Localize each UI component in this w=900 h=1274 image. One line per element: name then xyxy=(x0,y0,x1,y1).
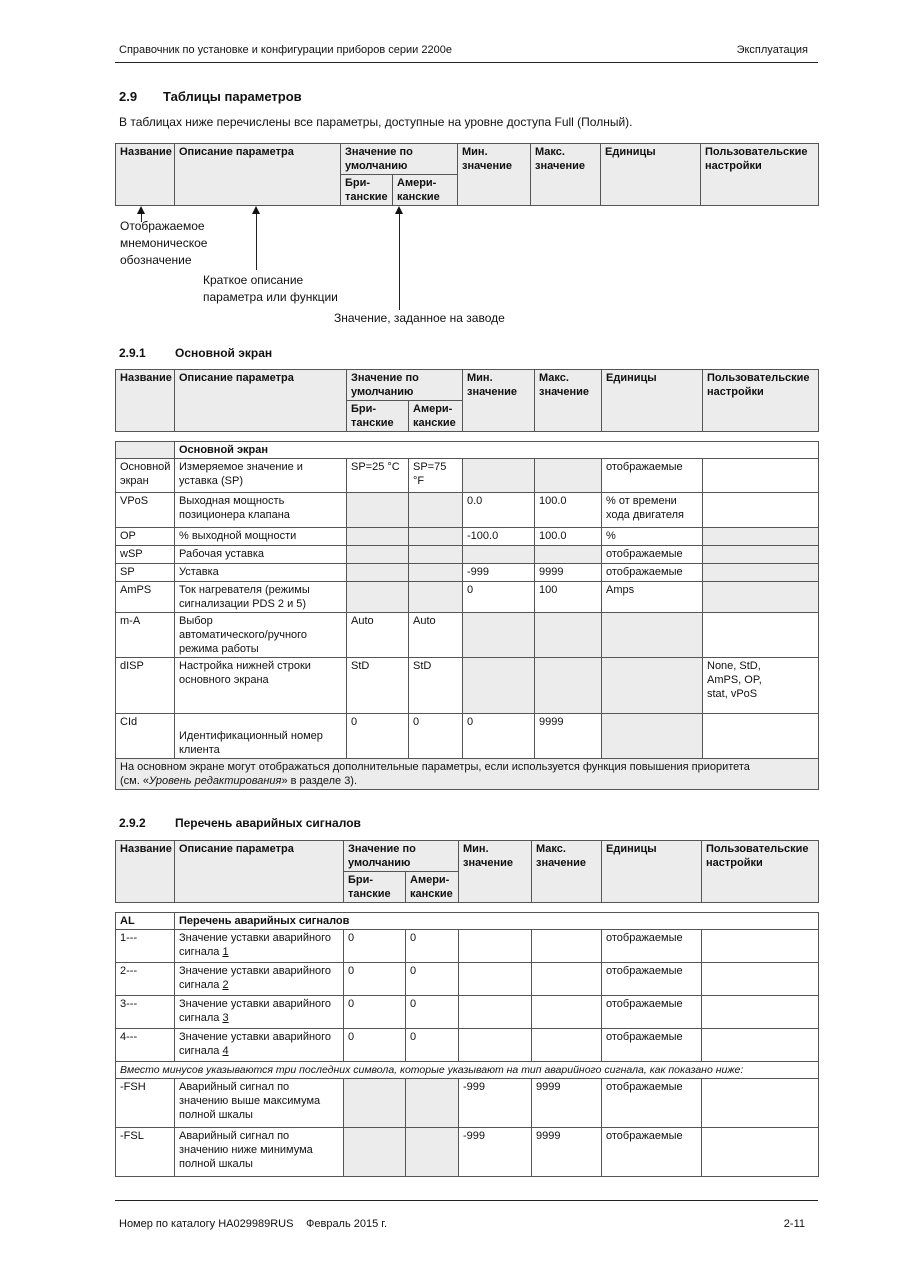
min-value: -100.0 xyxy=(463,528,535,546)
param-description: Значение уставки аварийного сигнала 4 xyxy=(175,1029,344,1062)
default-british xyxy=(344,1128,406,1177)
min-value xyxy=(459,930,532,963)
col-max: Макс. значение xyxy=(531,144,601,206)
units: отображаемые xyxy=(602,930,702,963)
user-setting xyxy=(703,546,819,564)
param-name: 1--- xyxy=(116,930,175,963)
col-max: Макс. значение xyxy=(535,370,602,432)
max-value: 100.0 xyxy=(535,493,602,528)
default-american xyxy=(409,564,463,582)
col-name: Название xyxy=(116,370,175,432)
param-description: % выходной мощности xyxy=(175,528,347,546)
default-british: 0 xyxy=(344,930,406,963)
param-name: -FSH xyxy=(116,1079,175,1128)
legend-table xyxy=(115,143,819,206)
col-default: Значение по умолчанию xyxy=(341,144,458,175)
param-name: Основной экран xyxy=(116,459,175,493)
param-description: Значение уставки аварийного сигнала 2 xyxy=(175,963,344,996)
col-description: Описание параметра xyxy=(175,370,347,432)
default-british xyxy=(347,528,409,546)
col-units: Единицы xyxy=(601,144,701,206)
footer-catalog: Номер по каталогу HA029989RUS xyxy=(119,1218,294,1230)
default-british: 0 xyxy=(344,996,406,1029)
default-american: 0 xyxy=(409,714,463,759)
default-american xyxy=(409,582,463,613)
max-value xyxy=(535,546,602,564)
group-title: Перечень аварийных сигналов xyxy=(175,913,819,930)
param-description: Значение уставки аварийного сигнала 1 xyxy=(175,930,344,963)
max-value: 9999 xyxy=(532,1128,602,1177)
default-british: SP=25 °C xyxy=(347,459,409,493)
col-min: Мин. значение xyxy=(458,144,531,206)
subsection-title: Перечень аварийных сигналов xyxy=(175,816,361,830)
header-rule xyxy=(115,62,818,63)
footer-date: Февраль 2015 г. xyxy=(306,1218,388,1230)
param-name: -FSL xyxy=(116,1128,175,1177)
default-american: StD xyxy=(409,658,463,714)
param-description: Рабочая уставка xyxy=(175,546,347,564)
group-title: Основной экран xyxy=(175,442,819,459)
default-british xyxy=(347,493,409,528)
table-row xyxy=(116,459,819,493)
table-row xyxy=(116,582,819,613)
user-setting xyxy=(703,564,819,582)
annotation-short-description: Краткое описание параметра или функции xyxy=(203,273,338,304)
user-setting xyxy=(702,963,819,996)
param-name: 3--- xyxy=(116,996,175,1029)
section-number: 2.9 xyxy=(119,89,138,104)
param-description: Ток нагревателя (режимы сигнализации PDS 2 и 5) xyxy=(175,582,347,613)
param-name: AmPS xyxy=(116,582,175,613)
param-name: CId xyxy=(116,714,175,759)
min-value: 0 xyxy=(463,582,535,613)
user-setting xyxy=(703,714,819,759)
min-value: -999 xyxy=(459,1079,532,1128)
default-british xyxy=(344,1079,406,1128)
table-row xyxy=(116,613,819,658)
table-note: На основном экране могут отображаться дополнительные параметры, если используется функция повышения приоритета (см. «Уровень редактирования» в разделе 3). xyxy=(116,759,819,790)
table-row xyxy=(116,996,819,1029)
units: % xyxy=(602,528,703,546)
table-row xyxy=(116,1029,819,1062)
intro-text: В таблицах ниже перечислены все параметры, доступные на уровне доступа Full (Полный). xyxy=(119,115,633,129)
default-american: SP=75 °F xyxy=(409,459,463,493)
default-american xyxy=(406,1079,459,1128)
units: отображаемые xyxy=(602,1128,702,1177)
units: Amps xyxy=(602,582,703,613)
max-value xyxy=(532,930,602,963)
col-description: Описание параметра xyxy=(175,841,344,903)
page-number: 2-11 xyxy=(783,1218,805,1230)
param-description: Аварийный сигнал по значению ниже минимума полной шкалы xyxy=(175,1128,344,1177)
col-american: Амери- канские xyxy=(409,401,463,432)
param-name: SP xyxy=(116,564,175,582)
col-name: Название xyxy=(116,144,175,206)
running-header-title: Справочник по установке и конфигурации приборов серии 2200е xyxy=(119,44,452,56)
units: % от времени хода двигателя xyxy=(602,493,703,528)
units: отображаемые xyxy=(602,1029,702,1062)
table-row xyxy=(116,963,819,996)
subsection-title: Основной экран xyxy=(175,346,273,360)
user-setting xyxy=(702,996,819,1029)
min-value: 0 xyxy=(463,714,535,759)
units xyxy=(602,613,703,658)
max-value xyxy=(532,1029,602,1062)
default-british xyxy=(347,546,409,564)
param-description: Выбор автоматического/ручного режима работы xyxy=(175,613,347,658)
table-row xyxy=(116,658,819,714)
param-description: Настройка нижней строки основного экрана xyxy=(175,658,347,714)
param-name: OP xyxy=(116,528,175,546)
units: отображаемые xyxy=(602,564,703,582)
user-setting xyxy=(702,1029,819,1062)
arrow-up-icon xyxy=(137,206,145,214)
col-user: Пользовательские настройки xyxy=(702,841,819,903)
pointer-line xyxy=(256,214,257,270)
param-name: 4--- xyxy=(116,1029,175,1062)
max-value xyxy=(532,996,602,1029)
param-name: m-A xyxy=(116,613,175,658)
arrow-up-icon xyxy=(252,206,260,214)
default-american xyxy=(409,528,463,546)
table-row xyxy=(116,1079,819,1128)
arrow-up-icon xyxy=(395,206,403,214)
table-note: Вместо минусов указываются три последних символа, которые указывают на тип аварийного сигнала, как показано ниже: xyxy=(116,1062,819,1079)
units: отображаемые xyxy=(602,1079,702,1128)
min-value: -999 xyxy=(459,1128,532,1177)
col-description: Описание параметра xyxy=(175,144,341,206)
default-british: 0 xyxy=(347,714,409,759)
min-value xyxy=(463,546,535,564)
user-setting xyxy=(702,930,819,963)
col-british: Бри- танские xyxy=(344,872,406,903)
user-setting xyxy=(703,528,819,546)
default-american xyxy=(409,493,463,528)
col-name: Название xyxy=(116,841,175,903)
user-setting xyxy=(703,493,819,528)
footer-rule xyxy=(115,1200,818,1201)
param-name: wSP xyxy=(116,546,175,564)
default-american: 0 xyxy=(406,996,459,1029)
max-value xyxy=(535,459,602,493)
param-name: VPoS xyxy=(116,493,175,528)
pointer-line xyxy=(399,214,400,310)
table-row xyxy=(116,546,819,564)
min-value xyxy=(463,613,535,658)
table-row xyxy=(116,930,819,963)
max-value: 9999 xyxy=(535,714,602,759)
main-screen-table xyxy=(115,441,819,790)
annotation-factory-value: Значение, заданное на заводе xyxy=(334,311,505,325)
alarms-table xyxy=(115,912,819,1177)
min-value xyxy=(459,963,532,996)
max-value xyxy=(532,963,602,996)
default-american: 0 xyxy=(406,930,459,963)
alarms-header-table xyxy=(115,840,819,903)
user-setting xyxy=(702,1128,819,1177)
user-setting xyxy=(703,613,819,658)
col-max: Макс. значение xyxy=(532,841,602,903)
param-name: dISP xyxy=(116,658,175,714)
min-value xyxy=(463,658,535,714)
annotation-mnemonic: Отображаемое мнемоническое обозначение xyxy=(120,219,208,267)
units: отображаемые xyxy=(602,996,702,1029)
max-value: 100 xyxy=(535,582,602,613)
default-american: Auto xyxy=(409,613,463,658)
default-british: StD xyxy=(347,658,409,714)
table-row xyxy=(116,714,819,759)
group-code: AL xyxy=(116,913,175,930)
min-value xyxy=(459,1029,532,1062)
col-min: Мин. значение xyxy=(459,841,532,903)
max-value: 9999 xyxy=(535,564,602,582)
subsection-number: 2.9.1 xyxy=(119,346,146,360)
table-row xyxy=(116,528,819,546)
max-value: 100.0 xyxy=(535,528,602,546)
units: отображаемые xyxy=(602,546,703,564)
param-description: Выходная мощность позиционера клапана xyxy=(175,493,347,528)
min-value xyxy=(463,459,535,493)
default-british: 0 xyxy=(344,1029,406,1062)
max-value xyxy=(535,613,602,658)
col-british: Бри- танские xyxy=(341,175,393,206)
min-value: 0.0 xyxy=(463,493,535,528)
default-american: 0 xyxy=(406,1029,459,1062)
user-setting xyxy=(702,1079,819,1128)
max-value: 9999 xyxy=(532,1079,602,1128)
table-row xyxy=(116,564,819,582)
col-default: Значение по умолчанию xyxy=(347,370,463,401)
default-american xyxy=(406,1128,459,1177)
default-american: 0 xyxy=(406,963,459,996)
units xyxy=(602,714,703,759)
col-units: Единицы xyxy=(602,370,703,432)
units xyxy=(602,658,703,714)
col-user: Пользовательские настройки xyxy=(703,370,819,432)
param-description: Аварийный сигнал по значению выше максимума полной шкалы xyxy=(175,1079,344,1128)
default-american xyxy=(409,546,463,564)
main-screen-header-table xyxy=(115,369,819,432)
param-name: 2--- xyxy=(116,963,175,996)
col-british: Бри- танские xyxy=(347,401,409,432)
col-units: Единицы xyxy=(602,841,702,903)
param-description: Измеряемое значение и уставка (SP) xyxy=(175,459,347,493)
min-value xyxy=(459,996,532,1029)
running-header-section: Эксплуатация xyxy=(736,44,808,56)
section-title: Таблицы параметров xyxy=(163,89,302,104)
user-setting xyxy=(703,582,819,613)
default-british xyxy=(347,582,409,613)
col-default: Значение по умолчанию xyxy=(344,841,459,872)
subsection-number: 2.9.2 xyxy=(119,816,146,830)
table-row xyxy=(116,1128,819,1177)
user-setting: None, StD, AmPS, OP, stat, vPoS xyxy=(703,658,819,714)
col-min: Мин. значение xyxy=(463,370,535,432)
table-row xyxy=(116,493,819,528)
col-user: Пользовательские настройки xyxy=(701,144,819,206)
user-setting xyxy=(703,459,819,493)
default-british: Auto xyxy=(347,613,409,658)
col-american: Амери- канские xyxy=(393,175,458,206)
min-value: -999 xyxy=(463,564,535,582)
units: отображаемые xyxy=(602,963,702,996)
units: отображаемые xyxy=(602,459,703,493)
param-description: Идентификационный номер клиента xyxy=(175,714,347,759)
default-british: 0 xyxy=(344,963,406,996)
col-american: Амери- канские xyxy=(406,872,459,903)
param-description: Уставка xyxy=(175,564,347,582)
param-description: Значение уставки аварийного сигнала 3 xyxy=(175,996,344,1029)
max-value xyxy=(535,658,602,714)
default-british xyxy=(347,564,409,582)
